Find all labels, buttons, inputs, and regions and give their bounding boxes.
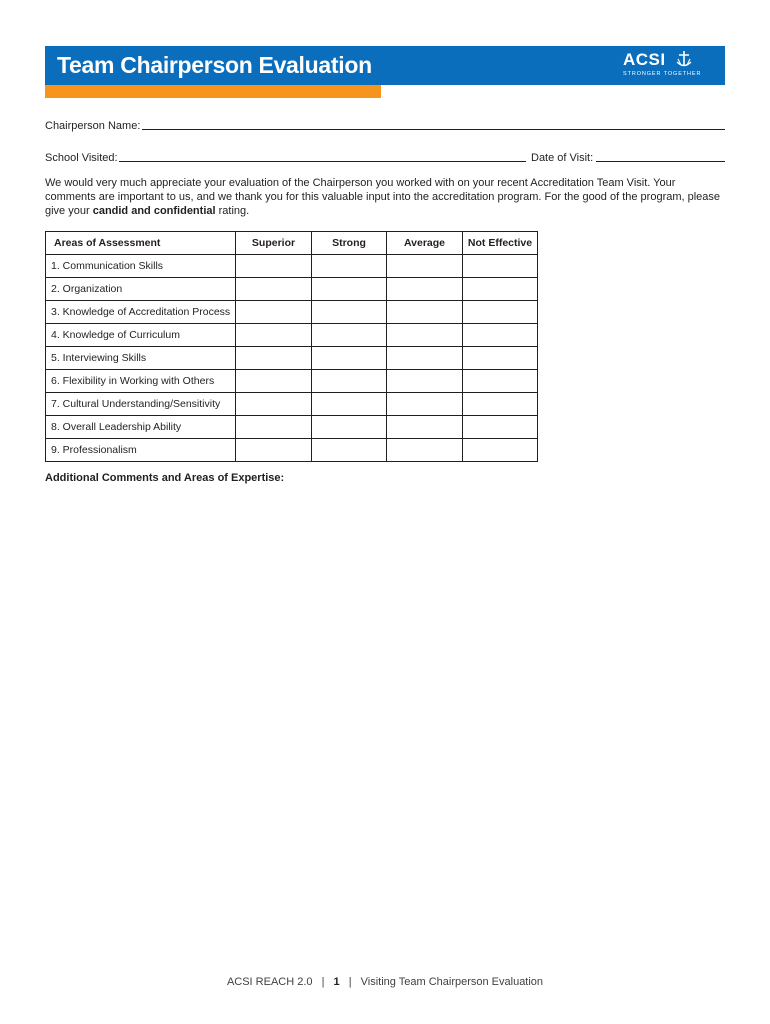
accent-bar: [45, 85, 381, 98]
rating-cell-strong[interactable]: [312, 439, 387, 462]
table-row: [46, 324, 538, 347]
rating-cell-strong[interactable]: [312, 324, 387, 347]
rating-cell-strong[interactable]: [312, 278, 387, 301]
rating-cell-average[interactable]: [387, 370, 463, 393]
rating-cell-superior[interactable]: [236, 416, 312, 439]
intro-text: We would very much appreciate your evaluation of the Chairperson you worked with on your recent Accreditation Team Visit. Your comments are important to us, and we thank you for this valuable input into the accreditation program. For the good of the program, please give your: [45, 177, 721, 217]
rating-cell-average[interactable]: [387, 393, 463, 416]
intro-paragraph: [45, 176, 725, 218]
rating-cell-not-effective[interactable]: [463, 393, 538, 416]
rating-cell-superior[interactable]: [236, 255, 312, 278]
assessment-table: [45, 231, 538, 462]
column-header-not-effective: Not Effective: [463, 232, 538, 255]
row-label: 8. Overall Leadership Ability: [46, 416, 236, 439]
rating-cell-not-effective[interactable]: [463, 347, 538, 370]
school-visited-field[interactable]: [119, 161, 526, 162]
intro-tail-text: rating.: [215, 205, 250, 217]
row-label: 3. Knowledge of Accreditation Process: [46, 301, 236, 324]
date-of-visit-field[interactable]: [596, 161, 725, 162]
rating-cell-not-effective[interactable]: [463, 278, 538, 301]
rating-cell-not-effective[interactable]: [463, 324, 538, 347]
rating-cell-superior[interactable]: [236, 439, 312, 462]
rating-cell-superior[interactable]: [236, 347, 312, 370]
table-row: [46, 278, 538, 301]
row-label: 5. Interviewing Skills: [46, 347, 236, 370]
rating-cell-average[interactable]: [387, 278, 463, 301]
rating-cell-average[interactable]: [387, 416, 463, 439]
rating-cell-not-effective[interactable]: [463, 301, 538, 324]
rating-cell-not-effective[interactable]: [463, 370, 538, 393]
chairperson-name-field[interactable]: [142, 129, 725, 130]
rating-cell-strong[interactable]: [312, 416, 387, 439]
logo-tagline: STRONGER TOGETHER: [623, 71, 702, 77]
row-label: 4. Knowledge of Curriculum: [46, 324, 236, 347]
column-header-strong: Strong: [312, 232, 387, 255]
rating-cell-average[interactable]: [387, 255, 463, 278]
row-label: 6. Flexibility in Working with Others: [46, 370, 236, 393]
rating-cell-average[interactable]: [387, 324, 463, 347]
row-label: 9. Professionalism: [46, 439, 236, 462]
rating-cell-strong[interactable]: [312, 255, 387, 278]
intro-bold-text: candid and confidential: [92, 205, 216, 217]
rating-cell-strong[interactable]: [312, 347, 387, 370]
date-of-visit-label: Date of Visit:: [531, 152, 594, 164]
additional-comments-label: Additional Comments and Areas of Expertise:: [45, 472, 285, 484]
table-row: [46, 416, 538, 439]
header-banner: [45, 46, 725, 85]
rating-cell-strong[interactable]: [312, 370, 387, 393]
footer-document-title: Visiting Team Chairperson Evaluation: [360, 976, 544, 988]
chairperson-name-row: [45, 120, 725, 134]
rating-cell-strong[interactable]: [312, 393, 387, 416]
row-label: 1. Communication Skills: [46, 255, 236, 278]
rating-cell-superior[interactable]: [236, 278, 312, 301]
logo-text: ACSI: [623, 50, 666, 69]
school-visited-label: School Visited:: [45, 152, 118, 164]
rating-cell-superior[interactable]: [236, 324, 312, 347]
rating-cell-strong[interactable]: [312, 301, 387, 324]
row-label: 7. Cultural Understanding/Sensitivity: [46, 393, 236, 416]
footer-separator: |: [321, 976, 325, 988]
footer-separator: |: [348, 976, 352, 988]
rating-cell-not-effective[interactable]: [463, 255, 538, 278]
rating-cell-superior[interactable]: [236, 370, 312, 393]
table-row: [46, 301, 538, 324]
logo-emblem-icon: [675, 50, 693, 70]
chairperson-name-label: Chairperson Name:: [45, 120, 141, 132]
table-row: [46, 347, 538, 370]
table-row: [46, 439, 538, 462]
footer-program: ACSI REACH 2.0: [226, 976, 313, 988]
rating-cell-average[interactable]: [387, 347, 463, 370]
row-label: 2. Organization: [46, 278, 236, 301]
column-header-areas: Areas of Assessment: [46, 232, 236, 255]
column-header-average: Average: [387, 232, 463, 255]
school-visited-row: [45, 152, 725, 166]
rating-cell-not-effective[interactable]: [463, 416, 538, 439]
table-row: [46, 255, 538, 278]
table-row: [46, 370, 538, 393]
acsi-logo: [623, 50, 703, 82]
rating-cell-not-effective[interactable]: [463, 439, 538, 462]
rating-cell-superior[interactable]: [236, 301, 312, 324]
page-footer: [0, 976, 770, 988]
rating-cell-superior[interactable]: [236, 393, 312, 416]
table-row: [46, 393, 538, 416]
rating-cell-average[interactable]: [387, 301, 463, 324]
page-number: 1: [333, 976, 340, 988]
rating-cell-average[interactable]: [387, 439, 463, 462]
table-header-row: [46, 232, 538, 255]
column-header-superior: Superior: [236, 232, 312, 255]
page-title: Team Chairperson Evaluation: [57, 52, 372, 78]
